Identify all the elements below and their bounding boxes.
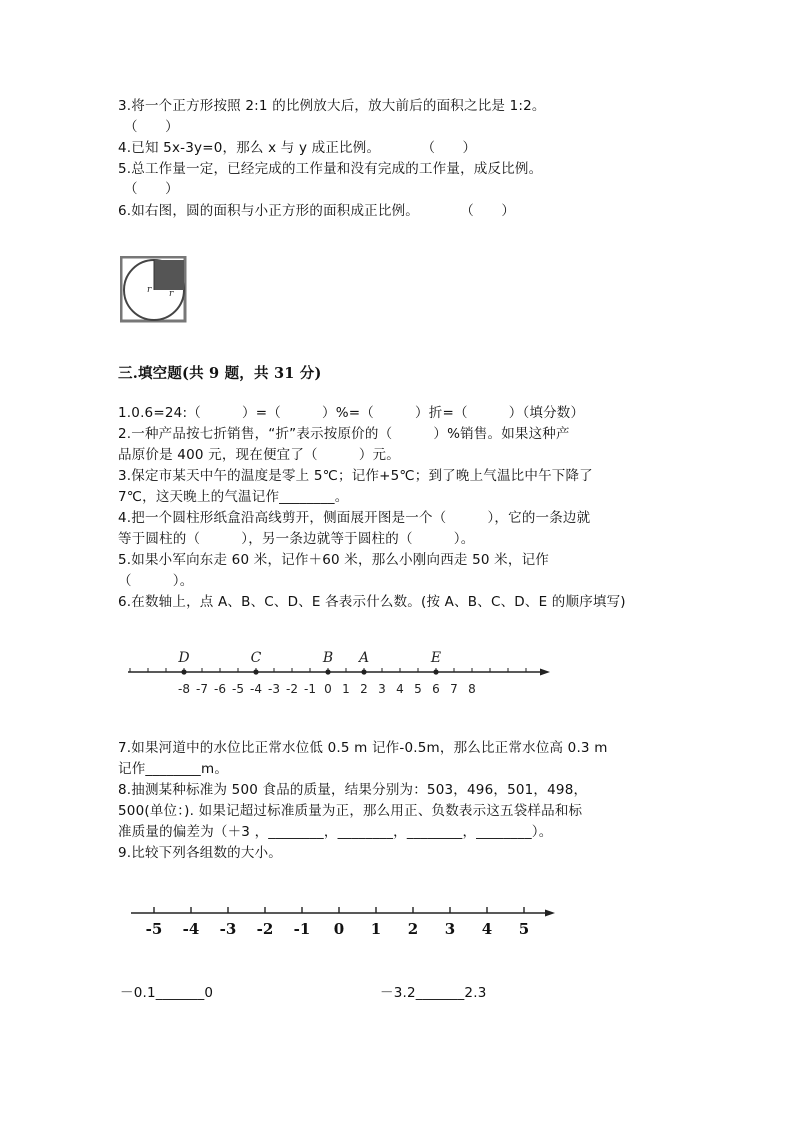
compare-2: －3.2_______2.3	[380, 985, 487, 1001]
fill-q3-line2: 7℃，这天晚上的气温记作________。	[118, 489, 349, 505]
point-label-d: D	[178, 650, 190, 666]
tick-label: -5	[145, 920, 163, 938]
judge-q5-answer: （ ）	[124, 181, 179, 197]
fill-q1: 1.0.6=24:（ ）=（ ）%=（ ）折=（ ）（填分数）	[118, 405, 585, 421]
fill-q8-line1: 8.抽测某种标准为 500 食品的质量，结果分别为：503，496，501，498，	[118, 782, 588, 798]
tick-label: -1	[293, 920, 311, 938]
fill-q8-line3: 准质量的偏差为（＋3 ，________，________，________，________）。	[118, 824, 553, 840]
judge-q4: 4.已知 5x-3y=0，那么 x 与 y 成正比例。 （ ）	[118, 140, 477, 156]
tick-label: -8	[178, 682, 190, 696]
tick-label: 4	[481, 920, 493, 938]
tick-label: -6	[214, 682, 226, 696]
tick-label: 3	[444, 920, 456, 938]
number-line-points	[120, 640, 560, 700]
point-b	[325, 669, 330, 674]
tick-label: 1	[342, 682, 350, 696]
tick-label: 7	[450, 682, 458, 696]
tick-label: 4	[396, 682, 404, 696]
fill-q2-line2: 品原价是 400 元，现在便宜了（ ）元。	[118, 447, 400, 463]
tick-label: 0	[324, 682, 332, 696]
tick-label: -2	[286, 682, 298, 696]
small-square	[154, 260, 184, 290]
fill-q6: 6.在数轴上，点 A、B、C、D、E 各表示什么数。(按 A、B、C、D、E 的顺序填写)	[118, 594, 626, 610]
tick-label: -7	[196, 682, 208, 696]
point-a	[361, 669, 366, 674]
fill-q5-line2: （ ）。	[118, 573, 194, 589]
point-label-b: B	[322, 650, 334, 666]
tick-label: -3	[268, 682, 280, 696]
tick-label: 5	[518, 920, 530, 938]
fill-q7-line1: 7.如果河道中的水位比正常水位低 0.5 m 记作-0.5m，那么比正常水位高 0.3 m	[118, 740, 608, 756]
tick-label: -1	[304, 682, 316, 696]
tick-label: 8	[468, 682, 476, 696]
tick-label: -4	[250, 682, 262, 696]
tick-label: 2	[360, 682, 368, 696]
fill-q7-line2: 记作________m。	[118, 761, 229, 777]
section-heading: 三.填空题(共 9 题，共 31 分)	[118, 365, 322, 382]
fill-q2-line1: 2.一种产品按七折销售，“折”表示按原价的（ ）%销售。如果这种产	[118, 426, 570, 442]
point-label-e: E	[430, 650, 442, 666]
point-label-a: A	[358, 650, 370, 666]
fill-q3-line1: 3.保定市某天中午的温度是零上 5℃；记作+5℃；到了晚上气温比中午下降了	[118, 468, 593, 484]
circle-square-figure	[120, 256, 188, 324]
judge-q3-answer: （ ）	[124, 119, 179, 135]
compare-1: －0.1_______0	[120, 985, 214, 1001]
judge-q3: 3.将一个正方形按照 2:1 的比例放大后，放大前后的面积之比是 1:2。	[118, 98, 546, 114]
point-c	[253, 669, 258, 674]
tick-label: 3	[378, 682, 386, 696]
fill-q9: 9.比较下列各组数的大小。	[118, 845, 282, 861]
point-e	[433, 669, 438, 674]
fill-q4-line1: 4.把一个圆柱形纸盒沿高线剪开，侧面展开图是一个（ ），它的一条边就	[118, 510, 591, 526]
radius-label-2: r	[169, 289, 174, 299]
tick-label: -4	[182, 920, 200, 938]
tick-label: 5	[414, 682, 422, 696]
fill-q8-line2: 500(单位：). 如果记超过标准质量为正，那么用正、负数表示这五袋样品和标	[118, 803, 583, 819]
tick-label: 2	[407, 920, 419, 938]
judge-q5: 5.总工作量一定，已经完成的工作量和没有完成的工作量，成反比例。	[118, 161, 543, 177]
fill-q4-line2: 等于圆柱的（ ），另一条边就等于圆柱的（ ）。	[118, 531, 475, 547]
tick-label: -3	[219, 920, 237, 938]
judge-q6: 6.如右图，圆的面积与小正方形的面积成正比例。 （ ）	[118, 203, 516, 219]
radius-label-1: r	[147, 285, 152, 295]
tick-label: 1	[370, 920, 382, 938]
point-label-c: C	[250, 650, 262, 666]
tick-label: 6	[432, 682, 440, 696]
axis-arrow	[545, 910, 555, 917]
fill-q5-line1: 5.如果小军向东走 60 米，记作＋60 米，那么小刚向西走 50 米，记作	[118, 552, 549, 568]
point-d	[181, 669, 186, 674]
tick-label: -5	[232, 682, 244, 696]
number-line-compare	[125, 900, 565, 945]
tick-label: -2	[256, 920, 274, 938]
axis-arrow	[540, 669, 550, 676]
tick-label: 0	[333, 920, 345, 938]
